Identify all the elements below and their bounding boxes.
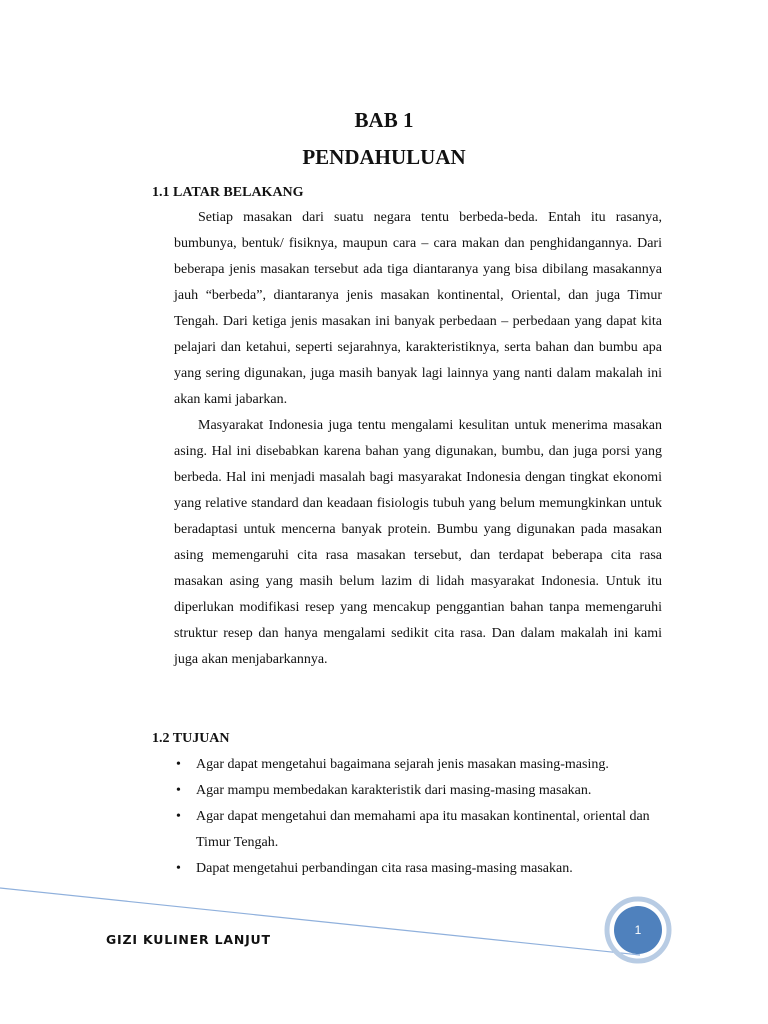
footer-label: GIZI KULINER LANJUT — [106, 932, 271, 947]
bullet-icon: • — [176, 757, 181, 772]
section-heading-goals: 1.2 TUJUAN — [152, 731, 230, 746]
chapter-title: PENDAHULUAN — [302, 145, 466, 169]
bullet-icon: • — [176, 783, 181, 798]
page-number: 1 — [634, 923, 642, 937]
list-item-text: Dapat mengetahui perbandingan cita rasa masing-masing masakan. — [196, 861, 573, 876]
list-item-text: Agar mampu membedakan karakteristik dari masing-masing masakan. — [196, 783, 592, 798]
list-item-text: Agar dapat mengetahui dan memahami apa itu masakan kontinental, oriental dan Timur Tengah. — [196, 809, 650, 850]
bullet-icon: • — [176, 861, 181, 876]
paragraph: Masyarakat Indonesia juga tentu mengalami kesulitan untuk menerima masakan asing. Hal ini disebabkan karena bahan yang digunakan, bumbu, dan juga porsi yang berbeda. Hal ini menjadi masalah bagi masyarakat Indonesia dengan tingkat ekonomi yang relative standard dan keadaan fisiologis tubuh yang belum memungkinkan untuk beradaptasi untuk mencerna banyak protein. Bumbu yang digunakan pada masakan asing memengaruhi cita rasa masakan tersebut, dan terdapat beberapa cita rasa masakan asing yang masih belum lazim di lidah masyarakat Indonesia. Untuk itu diperlukan modifikasi resep yang mencakup penggantian bahan tanpa memengaruhi struktur resep dan hanya mengalami sedikit cita rasa. Dan dalam makalah ini kami juga akan menjabarkannya. — [174, 418, 662, 667]
section-heading-background: 1.1 LATAR BELAKANG — [152, 185, 304, 200]
paragraph: Setiap masakan dari suatu negara tentu berbeda-beda. Entah itu rasanya, bumbunya, bentuk/ fisiknya, maupun cara – cara makan dan penghidangannya. Dari beberapa jenis masakan tersebut ada tiga diantaranya yang bisa dibilang masakannya jauh “berbeda”, diantaranya jenis masakan kontinental, Oriental, dan juga Timur Tengah. Dari ketiga jenis masakan ini banyak perbedaan – perbedaan yang dapat kita pelajari dan ketahui, seperti sejarahnya, karakteristiknya, serta bahan dan bumbu apa yang sering digunakan, juga masih banyak lagi lainnya yang nanti dalam makalah ini akan kami jabarkan. — [174, 210, 662, 407]
list-item-text: Agar dapat mengetahui bagaimana sejarah jenis masakan masing-masing. — [196, 757, 609, 772]
chapter-number: BAB 1 — [354, 108, 414, 132]
bullet-icon: • — [176, 809, 181, 824]
footer-divider-line — [0, 888, 640, 955]
